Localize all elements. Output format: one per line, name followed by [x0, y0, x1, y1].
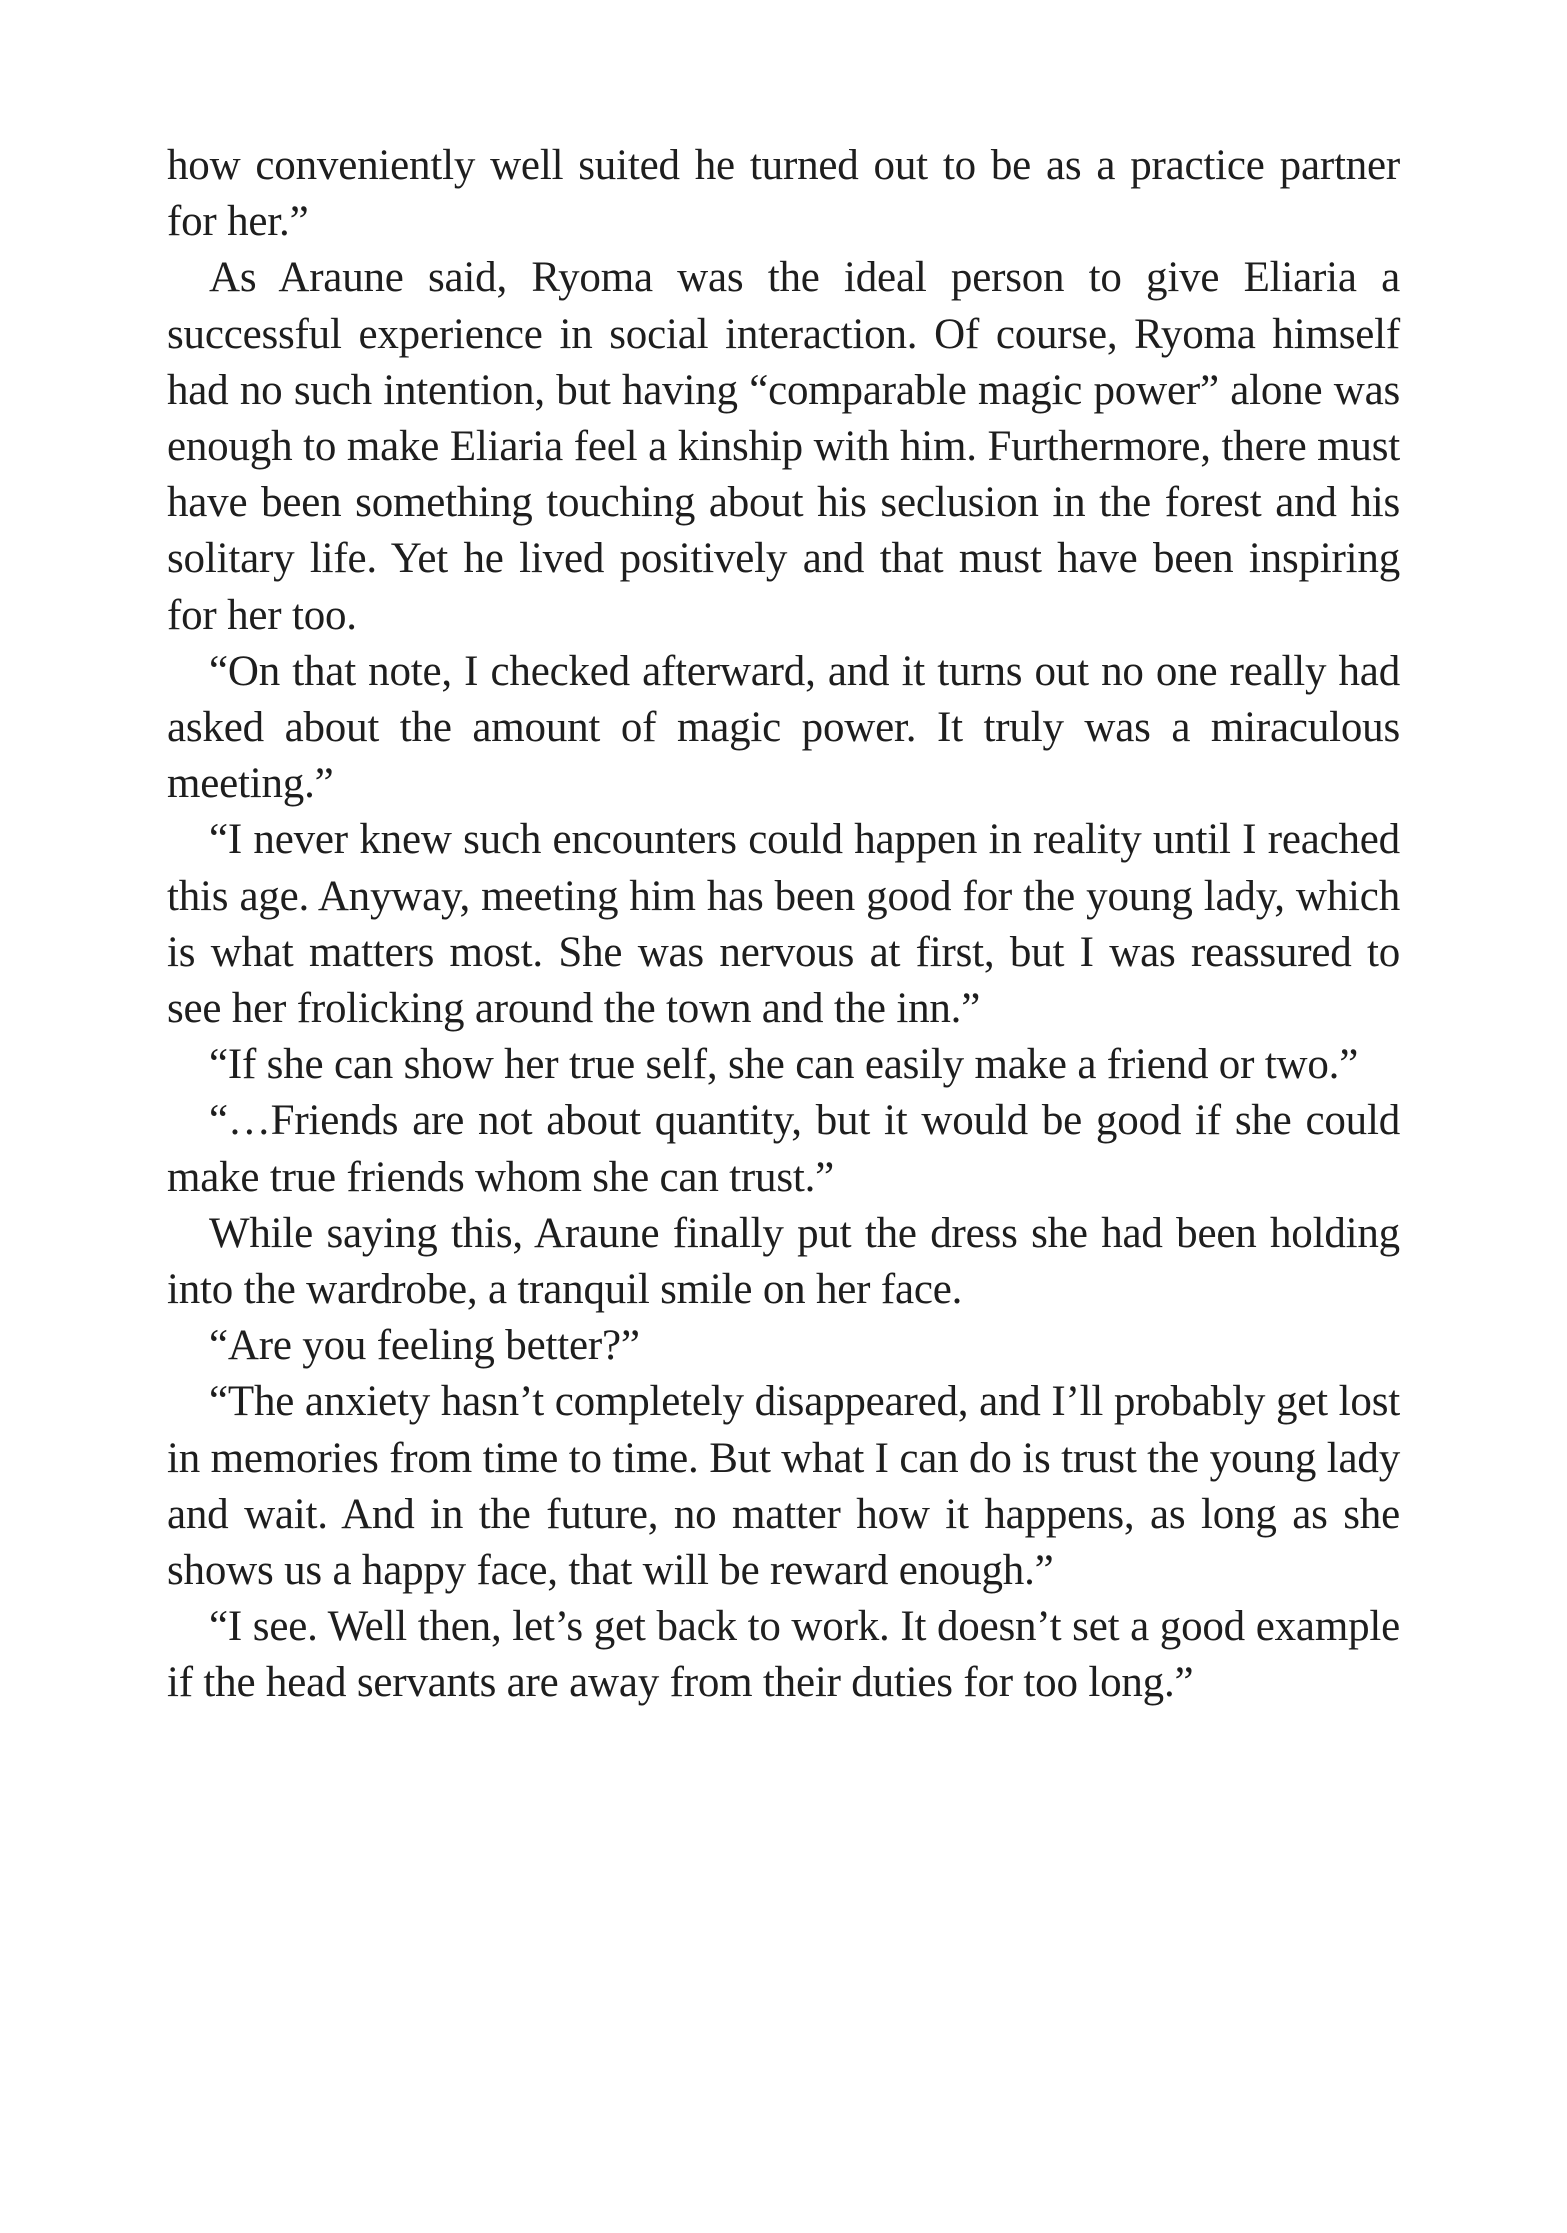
paragraph-1: how conveniently well suited he turned out to be as a practice partner for her.” — [167, 142, 1400, 246]
paragraph-8: “Are you feeling better?” — [209, 1322, 640, 1370]
paragraph-3: “On that note, I checked afterward, and it turns out no one really had asked about the amount of magic power. It truly was a miraculous meeting.” — [167, 647, 1400, 808]
paragraph-6: “…Friends are not about quantity, but it would be good if she could make true friends whom she can trust.” — [167, 1097, 1400, 1201]
paragraph-4: “I never knew such encounters could happen in reality until I reached this age. Anyway, meeting him has been good for the young lady, which is what matters most. She was nervous at first, but I was reassured to see her frolicking around the town and the inn.” — [167, 816, 1400, 1033]
paragraph-2: As Araune said, Ryoma was the ideal person to give Eliaria a successful experience in social interaction. Of course, Ryoma himself had no such intention, but having “comparable magic power” alone was enough to make Eliaria feel a kinship with him. Furthermore, there must have been something touching about his seclusion in the forest and his solitary life. Yet he lived positively and that must have been inspiring for her too. — [167, 254, 1400, 639]
paragraph-7: While saying this, Araune finally put the dress she had been holding into the wardrobe, a tranquil smile on her face. — [167, 1209, 1400, 1314]
book-page-text — [167, 138, 1400, 1712]
paragraph-10: “I see. Well then, let’s get back to work. It doesn’t set a good example if the head servants are away from their duties for too long.” — [167, 1603, 1400, 1707]
paragraph-5: “If she can show her true self, she can easily make a friend or two.” — [209, 1041, 1359, 1089]
paragraph-9: “The anxiety hasn’t completely disappeared, and I’ll probably get lost in memories from time to time. But what I can do is trust the young lady and wait. And in the future, no matter how it happens, as long as she shows us a happy face, that will be reward enough.” — [167, 1378, 1400, 1595]
